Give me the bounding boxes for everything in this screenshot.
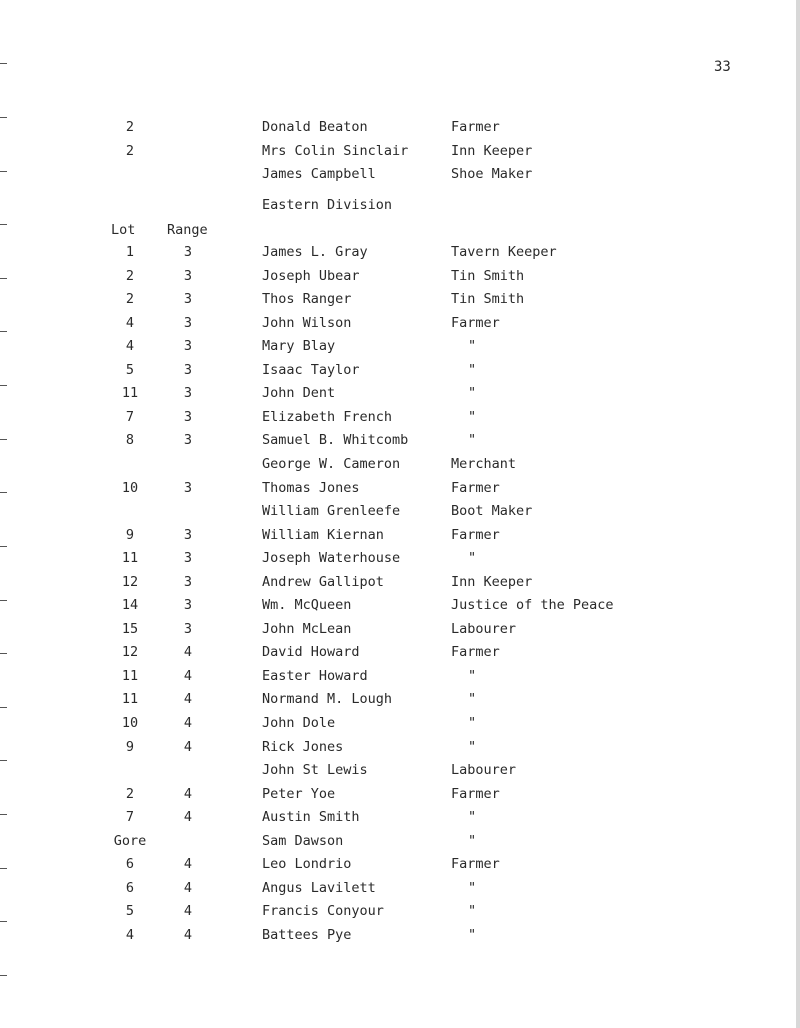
occupation-cell: Tavern Keeper <box>451 244 557 260</box>
name-cell: Easter Howard <box>262 667 368 684</box>
name-cell: Rick Jones <box>262 738 344 755</box>
lot-column-header: Lot <box>111 222 136 238</box>
name-cell: John McLean <box>262 620 352 637</box>
lot-cell: 2 <box>125 267 135 284</box>
section-title: Eastern Division <box>262 197 393 213</box>
lot-cell: 2 <box>125 142 135 159</box>
name-cell: Sam Dawson <box>262 832 344 849</box>
lot-cell: 10 <box>121 479 139 496</box>
lot-cell: 11 <box>121 667 139 684</box>
lot-cell: 8 <box>125 432 135 449</box>
name-cell: Mrs Colin Sinclair <box>262 142 409 159</box>
table-row <box>0 689 800 709</box>
name-cell: John Dole <box>262 715 336 731</box>
name-cell: Austin Smith <box>262 809 360 826</box>
range-cell: 3 <box>183 361 193 378</box>
table-row <box>0 336 800 356</box>
range-cell: 4 <box>183 926 193 943</box>
name-cell: Elizabeth French <box>262 408 393 425</box>
occupation-cell: " <box>468 879 477 896</box>
table-row <box>0 360 800 380</box>
page-number: 33 <box>714 59 731 75</box>
range-cell: 4 <box>183 879 193 896</box>
table-row <box>0 525 800 545</box>
range-cell: 4 <box>183 644 193 661</box>
table-row <box>0 266 800 286</box>
occupation-cell: Shoe Maker <box>451 166 533 182</box>
name-cell: Isaac Taylor <box>262 361 360 378</box>
lot-cell: 11 <box>121 550 139 567</box>
occupation-cell: " <box>468 832 477 849</box>
name-cell: John Wilson <box>262 314 352 331</box>
name-cell: Wm. McQueen <box>262 597 352 614</box>
table-row <box>0 289 800 309</box>
occupation-cell: " <box>468 338 477 355</box>
table-row <box>0 242 800 262</box>
table-row <box>0 831 800 851</box>
margin-tick <box>0 975 7 976</box>
occupation-cell: " <box>468 432 477 449</box>
occupation-cell: Labourer <box>451 762 517 779</box>
table-row <box>0 642 800 662</box>
lot-cell: 4 <box>125 338 135 355</box>
range-cell: 3 <box>183 267 193 284</box>
range-cell: 4 <box>183 691 193 708</box>
occupation-cell: " <box>468 408 477 425</box>
lot-cell: 2 <box>125 119 135 135</box>
lot-cell: 2 <box>125 291 135 308</box>
occupation-cell: Farmer <box>451 856 500 873</box>
range-cell: 3 <box>183 432 193 449</box>
table-row <box>0 901 800 921</box>
lot-cell: 15 <box>121 620 139 637</box>
lot-cell: 6 <box>125 879 135 896</box>
name-cell: George W. Cameron <box>262 455 401 472</box>
range-cell: 3 <box>183 408 193 425</box>
occupation-cell: " <box>468 738 477 755</box>
name-cell: Peter Yoe <box>262 785 336 802</box>
occupation-cell: " <box>468 361 477 378</box>
lot-cell: 14 <box>121 597 139 614</box>
occupation-cell: Merchant <box>451 455 517 472</box>
occupation-cell: " <box>468 809 477 826</box>
lot-cell: 7 <box>125 408 135 425</box>
table-row <box>0 760 800 780</box>
lot-cell: 12 <box>121 573 139 590</box>
occupation-cell: Farmer <box>451 314 500 331</box>
occupation-cell: " <box>468 691 477 708</box>
lot-cell: 11 <box>121 691 139 708</box>
table-row <box>0 713 800 733</box>
occupation-cell: " <box>468 667 477 684</box>
occupation-cell: Farmer <box>451 785 500 802</box>
lot-cell: 7 <box>125 809 135 826</box>
name-cell: Thomas Jones <box>262 479 360 496</box>
occupation-cell: " <box>468 926 477 943</box>
lot-cell: 5 <box>125 361 135 378</box>
name-cell: Andrew Gallipot <box>262 573 384 590</box>
range-column-header: Range <box>167 222 208 238</box>
lot-cell: 4 <box>125 926 135 943</box>
name-cell: Thos Ranger <box>262 291 352 308</box>
range-cell: 3 <box>183 620 193 637</box>
table-row <box>0 117 800 137</box>
range-cell: 4 <box>183 715 193 731</box>
occupation-cell: Tin Smith <box>451 267 525 284</box>
lot-cell: 4 <box>125 314 135 331</box>
name-cell: John Dent <box>262 385 336 402</box>
name-cell: Mary Blay <box>262 338 336 355</box>
lot-cell: 2 <box>125 785 135 802</box>
name-cell: Angus Lavilett <box>262 879 376 896</box>
table-row <box>0 572 800 592</box>
table-row <box>0 666 800 686</box>
range-cell: 3 <box>183 597 193 614</box>
range-cell: 4 <box>183 903 193 920</box>
table-row <box>0 595 800 615</box>
table-row <box>0 878 800 898</box>
name-cell: John St Lewis <box>262 762 368 779</box>
table-row <box>0 807 800 827</box>
name-cell: Joseph Ubear <box>262 267 360 284</box>
occupation-cell: Farmer <box>451 479 500 496</box>
table-row <box>0 737 800 757</box>
name-cell: William Kiernan <box>262 526 384 543</box>
table-row <box>0 501 800 521</box>
table-row <box>0 407 800 427</box>
range-cell: 4 <box>183 738 193 755</box>
range-cell: 4 <box>183 785 193 802</box>
occupation-cell: Farmer <box>451 644 500 661</box>
lot-cell: 11 <box>121 385 139 402</box>
range-cell: 4 <box>183 856 193 873</box>
range-cell: 3 <box>183 385 193 402</box>
lot-cell: 12 <box>121 644 139 661</box>
occupation-cell: " <box>468 903 477 920</box>
lot-cell: 1 <box>125 244 135 260</box>
occupation-cell: Inn Keeper <box>451 142 533 159</box>
table-row <box>0 164 800 184</box>
table-row <box>0 478 800 498</box>
name-cell: James L. Gray <box>262 244 368 260</box>
name-cell: David Howard <box>262 644 360 661</box>
name-cell: Francis Conyour <box>262 903 384 920</box>
occupation-cell: Farmer <box>451 526 500 543</box>
occupation-cell: Tin Smith <box>451 291 525 308</box>
lot-cell: 9 <box>125 526 135 543</box>
occupation-cell: Inn Keeper <box>451 573 533 590</box>
table-row <box>0 548 800 568</box>
lot-cell: 6 <box>125 856 135 873</box>
table-row <box>0 383 800 403</box>
range-cell: 3 <box>183 291 193 308</box>
name-cell: James Campbell <box>262 166 376 182</box>
range-cell: 3 <box>183 526 193 543</box>
occupation-cell: Labourer <box>451 620 517 637</box>
table-row <box>0 313 800 333</box>
name-cell: Samuel B. Whitcomb <box>262 432 409 449</box>
occupation-cell: Boot Maker <box>451 503 533 520</box>
table-row <box>0 430 800 450</box>
lot-cell: 9 <box>125 738 135 755</box>
occupation-cell: " <box>468 385 477 402</box>
lot-cell: 10 <box>121 715 139 731</box>
range-cell: 4 <box>183 809 193 826</box>
table-row <box>0 854 800 874</box>
margin-tick <box>0 63 7 64</box>
table-row <box>0 454 800 474</box>
range-cell: 3 <box>183 479 193 496</box>
table-row <box>0 784 800 804</box>
table-row <box>0 141 800 161</box>
name-cell: Joseph Waterhouse <box>262 550 401 567</box>
name-cell: William Grenleefe <box>262 503 401 520</box>
range-cell: 3 <box>183 550 193 567</box>
name-cell: Donald Beaton <box>262 119 368 135</box>
range-cell: 3 <box>183 244 193 260</box>
range-cell: 3 <box>183 573 193 590</box>
section-title-row <box>0 195 800 215</box>
margin-tick <box>0 546 7 547</box>
range-cell: 3 <box>183 314 193 331</box>
range-cell: 4 <box>183 667 193 684</box>
name-cell: Leo Londrio <box>262 856 352 873</box>
occupation-cell: Justice of the Peace <box>451 597 614 614</box>
table-row <box>0 619 800 639</box>
occupation-cell: " <box>468 550 477 567</box>
table-row <box>0 925 800 945</box>
name-cell: Battees Pye <box>262 926 352 943</box>
lot-cell: Gore <box>113 832 147 849</box>
column-header-row <box>0 220 800 240</box>
occupation-cell: Farmer <box>451 119 500 135</box>
range-cell: 3 <box>183 338 193 355</box>
lot-cell: 5 <box>125 903 135 920</box>
name-cell: Normand M. Lough <box>262 691 393 708</box>
occupation-cell: " <box>468 715 477 731</box>
